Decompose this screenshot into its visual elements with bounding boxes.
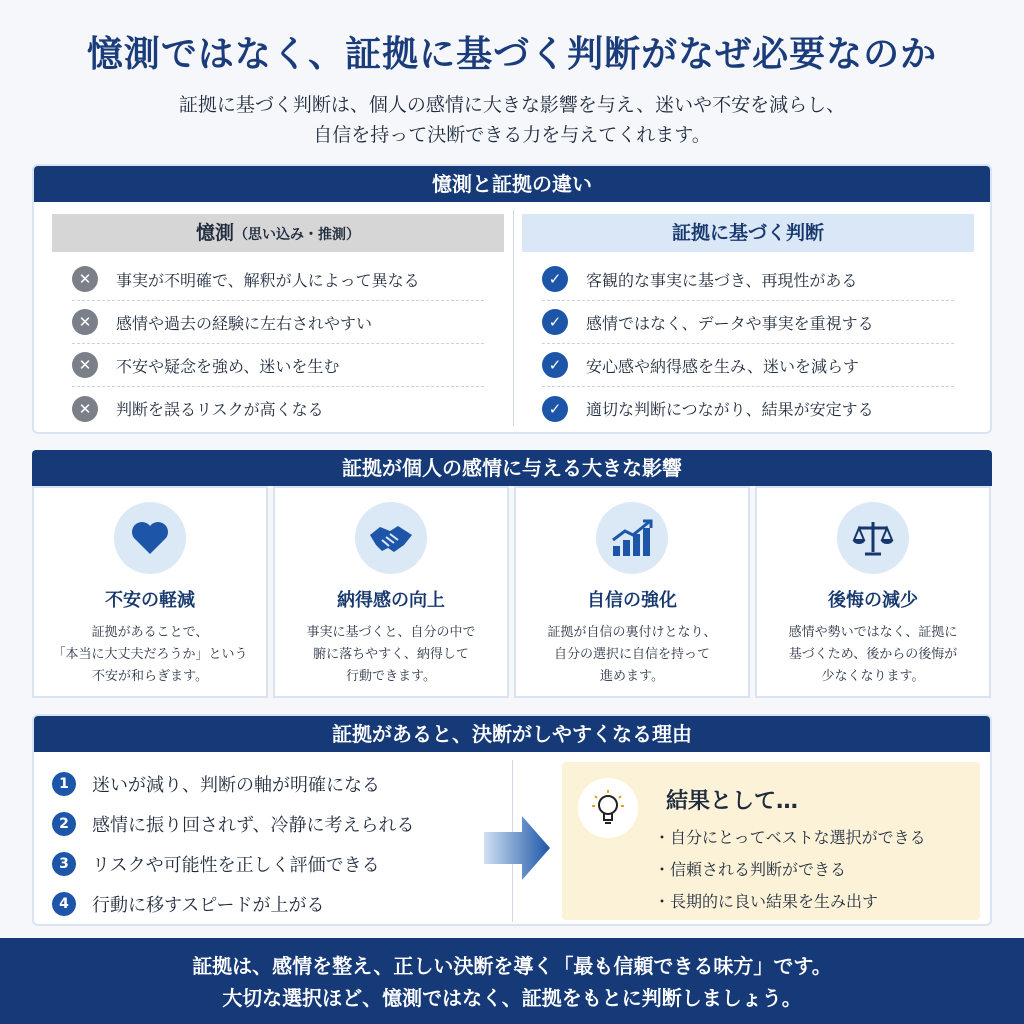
reason-text: リスクや可能性を正しく評価できる: [92, 855, 380, 876]
arrow-right-icon: [482, 812, 552, 884]
evidence-item-text: 安心感や納得感を生み、迷いを減らす: [586, 356, 859, 376]
evidence-item-text: 適切な判断につながり、結果が安定する: [586, 400, 874, 419]
speculation-column: [52, 214, 504, 430]
result-item: ・長期的に良い結果を生み出す: [654, 892, 879, 911]
growth-chart-icon: [596, 502, 668, 574]
column-divider: [513, 210, 514, 426]
evidence-item-text: 感情ではなく、データや事実を重視する: [586, 313, 874, 333]
scales-icon: [837, 502, 909, 574]
reason-item: [52, 804, 522, 844]
impact-card-text: 事実に基づくと、自分の中で 腑に落ちやすく、納得して 行動できます。: [306, 625, 476, 684]
evidence-item: [542, 301, 954, 344]
check-icon: ✓: [542, 396, 568, 422]
speculation-item: [72, 258, 484, 301]
impact-card: [755, 486, 991, 698]
speculation-item: [72, 301, 484, 344]
handshake-icon: [355, 502, 427, 574]
footer-line-1: 証拠は、感情を整え、正しい決断を導く「最も信頼できる味方」です。: [192, 954, 832, 978]
check-icon: ✓: [542, 266, 568, 292]
decision-reasons-section: [32, 714, 992, 926]
evidence-item: [542, 387, 954, 430]
impact-card-text: 証拠が自信の裏付けとなり、 自分の選択に自信を持って 進めます。: [547, 625, 717, 684]
evidence-item: [542, 344, 954, 387]
subtitle-line-1: 証拠に基づく判断は、個人の感情に大きな影響を与え、迷いや不安を減らし、: [178, 94, 846, 116]
evidence-item-text: 客観的な事実に基づき、再現性がある: [586, 270, 858, 290]
impact-card-title: 不安の軽減: [105, 590, 195, 611]
reason-text: 感情に振り回されず、冷静に考えられる: [92, 815, 415, 836]
reason-number: 2: [52, 812, 76, 836]
speculation-item: [72, 344, 484, 387]
impact-card-text: 証拠があることで、 「本当に大丈夫だろうか」という 不安が和らぎます。: [52, 625, 248, 684]
speculation-item: [72, 387, 484, 430]
reasons-list: [52, 764, 522, 924]
impact-card: [514, 486, 750, 698]
speculation-item-text: 不安や疑念を強め、迷いを生む: [116, 356, 340, 376]
decision-reasons-header: 証拠があると、決断がしやすくなる理由: [34, 716, 990, 752]
speculation-column-title: [52, 214, 504, 252]
result-box: [562, 762, 980, 920]
speculation-item-text: 判断を誤るリスクが高くなる: [116, 400, 324, 419]
reason-number: 3: [52, 852, 76, 876]
page-subtitle: [0, 90, 1024, 150]
emotion-impact-header: 証拠が個人の感情に与える大きな影響: [32, 450, 992, 486]
reason-number: 4: [52, 892, 76, 916]
check-icon: ✓: [542, 352, 568, 378]
impact-card-title: 納得感の向上: [337, 590, 445, 611]
comparison-section: [32, 164, 992, 434]
evidence-column-title: 証拠に基づく判断: [522, 214, 974, 252]
impact-card: [32, 486, 268, 698]
reason-item: [52, 844, 522, 884]
check-icon: ✓: [542, 309, 568, 335]
reason-text: 行動に移すスピードが上がる: [92, 895, 325, 916]
page-title: 憶測ではなく、証拠に基づく判断がなぜ必要なのか: [86, 34, 938, 75]
impact-card: [273, 486, 509, 698]
emotion-impact-section: [32, 450, 992, 698]
cross-icon: ✕: [72, 352, 98, 378]
evidence-item: [542, 258, 954, 301]
result-list: [654, 822, 926, 918]
speculation-item-text: 感情や過去の経験に左右されやすい: [116, 313, 373, 333]
subtitle-line-2: 自信を持って決断できる力を与えてくれます。: [313, 124, 711, 146]
result-item: ・信頼される判断ができる: [654, 860, 847, 879]
reason-number: 1: [52, 772, 76, 796]
reason-text: 迷いが減り、判断の軸が明確になる: [92, 775, 380, 796]
result-title: 結果として…: [666, 789, 799, 814]
lightbulb-icon: [578, 778, 638, 838]
reason-item: [52, 884, 522, 924]
speculation-title-note: （思い込み・推測）: [234, 227, 360, 243]
footer-line-2: 大切な選択ほど、憶測ではなく、証拠をもとに判断しましょう。: [222, 986, 802, 1010]
impact-card-title: 自信の強化: [587, 590, 677, 611]
cross-icon: ✕: [72, 266, 98, 292]
evidence-column: [522, 214, 974, 430]
cross-icon: ✕: [72, 396, 98, 422]
heart-icon: [114, 502, 186, 574]
result-item: ・自分にとってベストな選択ができる: [654, 828, 926, 847]
speculation-item-text: 事実が不明確で、解釈が人によって異なる: [116, 270, 420, 290]
impact-card-title: 後悔の減少: [828, 590, 918, 611]
cross-icon: ✕: [72, 309, 98, 335]
impact-card-text: 感情や勢いではなく、証拠に 基づくため、後からの後悔が 少なくなります。: [788, 625, 958, 684]
reason-item: [52, 764, 522, 804]
comparison-section-header: 憶測と証拠の違い: [34, 166, 990, 202]
footer-banner: [0, 938, 1024, 1024]
speculation-title: 憶測: [195, 222, 234, 244]
